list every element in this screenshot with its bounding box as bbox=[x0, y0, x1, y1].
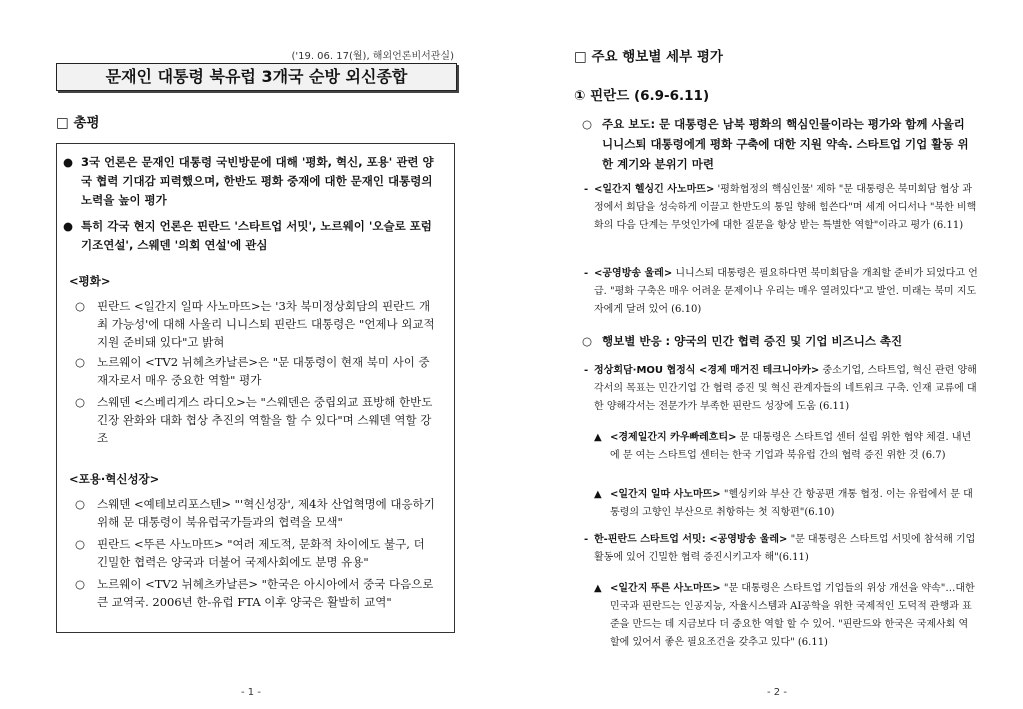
dash-mark: - bbox=[584, 184, 589, 195]
main-point-text: 행보별 반응 : 양국의 민간 협력 증진 및 기업 비즈니스 촉진 bbox=[602, 334, 903, 348]
press-subitem bbox=[594, 580, 977, 652]
overview-bullet bbox=[63, 153, 443, 210]
section-eval-heading: □ 주요 행보별 세부 평가 bbox=[574, 49, 723, 65]
dash-mark: - bbox=[584, 365, 589, 376]
press-item bbox=[584, 362, 978, 416]
item-mark: ○ bbox=[582, 334, 593, 348]
page-left bbox=[0, 0, 511, 709]
overview-box bbox=[56, 143, 455, 633]
main-point bbox=[582, 114, 977, 174]
triangle-mark: ▲ bbox=[594, 583, 602, 594]
press-item-text: "문 대통령은 스타트업 서밋에 참석해 기업 활동에 있어 긴밀한 협력 증진시키고자 해"(6.11) bbox=[594, 534, 976, 563]
press-item bbox=[584, 181, 978, 235]
press-item-text: 문 대통령은 스타트업 센터 설립 위한 협약 체결. 내년에 문 여는 스타트업 센터는 한국 기업과 북유럽 간의 협력 증진 위한 것 (6.7) bbox=[610, 432, 972, 461]
item-mark: ○ bbox=[75, 577, 86, 591]
peace-item-text: 핀란드 <일간지 일따 사노마뜨>는 '3차 북미정상회담의 핀란드 개최 가능성'에 대해 사울리 니니스퇴 핀란드 대통령은 "언제나 외교적 지원 준비돼 있다"고 밝혀 bbox=[97, 299, 435, 349]
section-overview-heading: □ 총평 bbox=[56, 115, 100, 131]
inclusion-subheading: <포용·혁신성장> bbox=[69, 472, 160, 486]
item-mark: ○ bbox=[75, 537, 86, 551]
peace-item-text: 노르웨이 <TV2 뉘헤츠카날른>은 "문 대통령이 현재 북미 사이 중재자로서 매우 중요한 역할" 평가 bbox=[97, 355, 430, 387]
item-mark: ○ bbox=[582, 117, 593, 131]
document-title: 문재인 대통령 북유럽 3개국 순방 외신종합 bbox=[56, 63, 457, 91]
overview-bullet-text: 특히 각국 현지 언론은 핀란드 '스타트업 서밋', 노르웨이 '오슬로 포럼 기조연설', 스웨덴 '의회 연설'에 관심 bbox=[81, 219, 432, 252]
peace-item-text: 스웨덴 <스베리게스 라디오>는 "스웨덴은 중립외교 표방해 한반도 긴장 완화와 대화 협상 추진의 역할을 할 수 있다"며 스웨덴 역할 강조 bbox=[97, 395, 433, 445]
overview-bullet-text: 3국 언론은 문재인 대통령 국빈방문에 대해 '평화, 혁신, 포용' 관련 양국 협력 기대감 피력했으며, 한반도 평화 중재에 대한 문재인 대통령의 노력을 높이 평가 bbox=[81, 155, 434, 207]
page-number: - 1 - bbox=[241, 687, 261, 698]
press-item-text: 니니스퇴 대통령은 필요하다면 북미회담을 개최할 준비가 되었다고 언급. "평화 구축은 매우 어려운 문제이나 우리는 매우 열려있다"고 발언. 미래는 북미 지도자에게 달려 있어 (6.10) bbox=[594, 268, 978, 315]
inclusion-item bbox=[75, 575, 439, 611]
press-item bbox=[584, 265, 978, 319]
triangle-mark: ▲ bbox=[594, 432, 602, 443]
press-item bbox=[584, 531, 978, 567]
item-mark: ○ bbox=[75, 497, 86, 511]
page-right bbox=[512, 0, 1023, 709]
dash-mark: - bbox=[584, 268, 589, 279]
press-subitem bbox=[594, 486, 977, 522]
press-subitem bbox=[594, 429, 977, 465]
page-number: - 2 - bbox=[767, 687, 787, 698]
item-mark: ○ bbox=[75, 395, 86, 409]
press-source: <일간지 뚜른 사노마뜨> bbox=[610, 583, 721, 594]
press-source: <공영방송 울레> bbox=[594, 268, 673, 279]
press-item-text: "헬싱키와 부산 간 항공편 개통 협정. 이는 유럽에서 문 대통령의 고향인 부산으로 취항하는 첫 직항편"(6.10) bbox=[610, 489, 973, 518]
press-source: <일간지 일따 사노마뜨> bbox=[610, 489, 721, 500]
peace-subheading: <평화> bbox=[69, 274, 111, 288]
triangle-mark: ▲ bbox=[594, 489, 602, 500]
inclusion-item-text: 핀란드 <뚜른 사노마뜨> "여러 제도적, 문화적 차이에도 불구, 더 긴밀한 협력은 양국과 더불어 국제사회에도 분명 유용" bbox=[97, 537, 425, 569]
dash-mark: - bbox=[584, 534, 589, 545]
inclusion-item-text: 노르웨이 <TV2 뉘헤츠카날른> "한국은 아시아에서 중국 다음으로 큰 교역국. 2006년 한-유럽 FTA 이후 양국은 활발히 교역" bbox=[97, 577, 434, 609]
inclusion-item-text: 스웨덴 <예테보리포스텐> "'혁신성장', 제4차 산업혁명에 대응하기 위해 문 대통령이 북유럽국가들과의 협력을 모색" bbox=[97, 497, 435, 529]
press-source: 한-핀란드 스타트업 서밋: <공영방송 울레> bbox=[594, 534, 788, 545]
press-source: 정상회담·MOU 협정식 <경제 매거진 테크니아카> bbox=[594, 365, 820, 376]
bullet-mark: ● bbox=[63, 155, 74, 169]
overview-bullet bbox=[63, 217, 443, 255]
item-mark: ○ bbox=[75, 355, 86, 369]
country-heading-finland: ① 핀란드 (6.9-6.11) bbox=[574, 88, 710, 104]
main-point-text: 주요 보도: 문 대통령은 남북 평화의 핵심인물이라는 평가와 함께 사울리 니니스퇴 대통령에게 평화 구축에 대한 지원 약속. 스타트업 기업 활동 위한 계기와 분위기 마련 bbox=[602, 117, 969, 171]
press-item-text: "문 대통령은 스타트업 기업들의 위상 개선을 약속"…대한민국과 핀란드는 인공지능, 자율시스템과 AI공학을 위한 국제적인 도덕적 관행과 표준을 만드는 데 지금보다 더 중요한 역할 할 수 있어. "핀란드와 한국은 국제사회 역할에 있어서 좋은 필요조건을 갖추고 있다" (6.11) bbox=[610, 583, 975, 648]
peace-item bbox=[75, 353, 439, 389]
press-item-text: 중소기업, 스타트업, 혁신 관련 양해각서의 목표는 민간기업 간 협력 증진 및 혁신 관계자들의 네트워크 구축. 인재 교류에 대한 양해각서는 전문가가 부족한 핀란드 성장에 도움 (6.11) bbox=[594, 365, 977, 412]
peace-item bbox=[75, 297, 439, 351]
inclusion-item bbox=[75, 495, 439, 531]
press-source: <경제일간지 카우빠레흐티> bbox=[610, 432, 737, 443]
bullet-mark: ● bbox=[63, 219, 74, 233]
main-point bbox=[582, 331, 977, 351]
peace-item bbox=[75, 393, 439, 447]
press-item-text: '평화협정의 핵심인물' 제하 "문 대통령은 북미회담 협상 과정에서 회담을 성숙하게 이끌고 한반도의 통일 향해 힘쓴다"며 세계 어디서나 "북한 비핵화의 다음 단계는 무엇인가에 대한 질문을 항상 받는 특별한 역할"이라고 평가 (6.11) bbox=[594, 184, 977, 231]
report-date: ('19. 06. 17(월), 해외언론비서관실) bbox=[291, 51, 454, 62]
inclusion-item bbox=[75, 535, 439, 571]
item-mark: ○ bbox=[75, 299, 86, 313]
press-source: <일간지 헬싱긴 사노마뜨> bbox=[594, 184, 715, 195]
